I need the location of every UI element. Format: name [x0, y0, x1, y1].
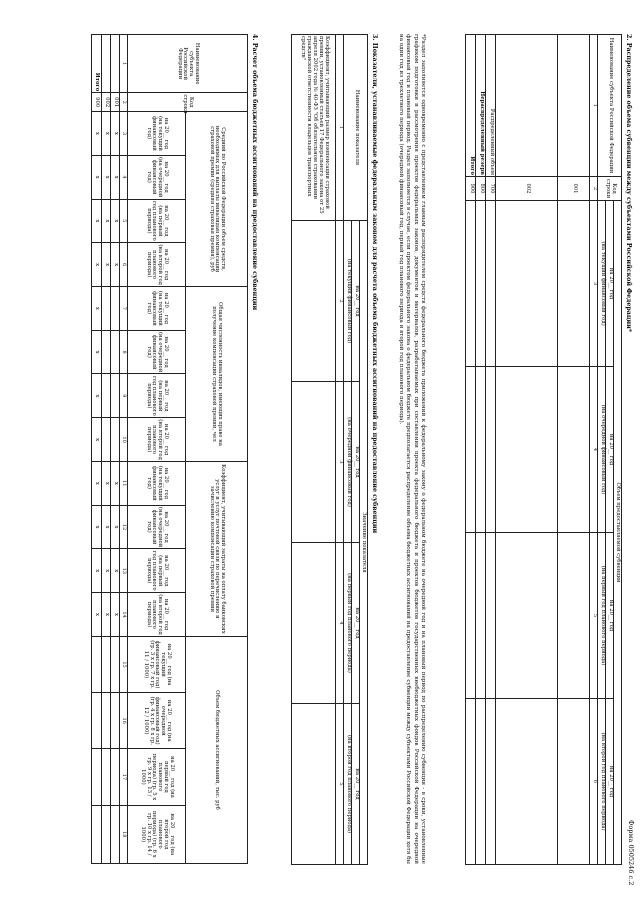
s4-colnum: 6 — [120, 243, 128, 287]
section2-title: 2. Распределение объема субвенции между субъектами Российской Федерации* — [625, 34, 632, 333]
s4-colnum: 18 — [120, 805, 128, 863]
s4-cell-mark: х — [92, 374, 102, 418]
s4-colnum: 4 — [120, 155, 128, 199]
s3-head-name: Наименование показателя — [344, 35, 368, 221]
s4-cell-mark: х — [111, 505, 120, 549]
s4-cell — [111, 35, 120, 93]
s2-head-y-plan1-sub: (на первый год планового периода) — [598, 533, 606, 699]
table-row — [92, 35, 102, 864]
s4-row-code: 002 — [102, 93, 111, 112]
s4-cell-mark: х — [102, 243, 111, 287]
s4-cell — [102, 418, 111, 462]
s4-colnum: 13 — [120, 549, 128, 593]
s2-row-code: 001 — [558, 177, 590, 201]
s4-head-yc: на 20__ год (на текущий финансовый год) — [128, 112, 186, 156]
s4-head-yc: на 20__ год (на текущий финансовый год) — [128, 287, 186, 331]
s2-head-subject: Наименование субъекта Российской Федерации — [598, 35, 622, 177]
s4-cell-mark: х — [92, 549, 102, 593]
s4-cell — [111, 805, 120, 863]
s3-colnum: 3 — [336, 382, 344, 543]
s3-head-y-plan2-sub: (на второй год планового периода) — [344, 704, 352, 865]
s4-cell-mark: х — [92, 593, 102, 637]
s4-cell — [102, 693, 111, 749]
s3-head-y-plan1: на 20__ год — [352, 543, 360, 704]
s4-colnum: 14 — [120, 593, 128, 637]
section3-title: 3. Показатели, устанавливаемые федеральным законом для расчета объема бюджетных ассигнований на предоставление субвенции — [371, 34, 378, 534]
s4-cell-mark: х — [102, 155, 111, 199]
s4-colnum-row — [120, 35, 128, 864]
s4-colnum: 17 — [120, 749, 128, 805]
s4-head-y2: на 20__ год (на второй год планового периода) — [128, 593, 186, 637]
s4-cell-mark: х — [92, 505, 102, 549]
s4-colnum: 9 — [120, 374, 128, 418]
s2-colnum: 3 — [590, 201, 598, 367]
s4-head-y2: на 20__ год (на второй год планового периода) — [128, 418, 186, 462]
s2-head-y-current-sub: (на текущий финансовый год) — [598, 201, 606, 367]
s4-cell — [111, 693, 120, 749]
s4-cell — [102, 287, 111, 331]
s3-head-y-plan2: на 20__ год — [352, 704, 360, 865]
s4-cell-mark: х — [111, 199, 120, 243]
s2-summary-code: 900 — [466, 177, 476, 201]
s4-colnum: 5 — [120, 199, 128, 243]
s2-head-volume: Объем предоставляемой субвенции — [614, 201, 622, 865]
s4-cell — [111, 636, 120, 692]
s2-head-y-current: на 20__ год — [606, 201, 614, 367]
table-row — [486, 35, 496, 865]
s4-cell-mark: х — [111, 593, 120, 637]
form-code: Форма 0505246 с.2 — [627, 820, 635, 886]
section3-table — [291, 34, 368, 865]
s3-head-y-next-sub: (на очередной финансовый год) — [344, 382, 352, 543]
s4-cell-mark: х — [92, 112, 102, 156]
s4-head-y1: на 20__ год (на первый год планового периода) — [128, 549, 186, 593]
s3-row-label: Коэффициент, учитывающий размер компенсации страховой премии, установленный статьей 17 Федерального закона от 25 апреля 2002 года № 40-ФЗ "Об обязательном страховании гражданской ответственности владельцев транспортных средств" — [292, 35, 336, 221]
s4-head-code: Код строки — [128, 93, 248, 112]
s4-head-formula-n: на 20__ год (на очередной финансовый год) (гр. 4 x гр. 8 x гр. 12 / 1000) — [128, 693, 186, 749]
s4-head-y1: на 20__ год (на первый год планового периода) — [128, 199, 186, 243]
s3-head-y-current-sub: (на текущий финансовый год) — [344, 221, 352, 382]
s4-colnum: 7 — [120, 287, 128, 331]
s3-head-y-next: на 20__ год — [352, 382, 360, 543]
s4-cell-mark: х — [111, 155, 120, 199]
s2-summary-label: Распределенный объем — [486, 35, 496, 177]
s4-head-subject: Наименование субъекта Российской Федерации — [128, 35, 248, 93]
s2-head-y-plan2-sub: (на второй год планового периода) — [598, 699, 606, 865]
footnote: *Раздел заполняется одновременно с представлением главным распорядителем средств федерального бюджета приложений к федеральному закону о федеральном бюджете на очередной год и на плановый период по распределению субвенции - в сроки, установленные графиком подготовки и рассмотрения проектов федеральных законов, документов и материалов, разрабатываемых при составлении проекта федерального бюджета и проектов бюджетов государственных внебюджетных фондов Российской Федерации на очередной финансовый год и плановый период. Раздел заполняется в случае, если проектом федерального закона о федеральном бюджете предполагается распределение объема бюджетных ассигнований на предоставление субвенции между субъектами Российской Федерации хотя бы на один год из трехлетнего периода (очередной финансовый год, первый год планового периода и второй год планового периода). — [398, 34, 426, 864]
s3-colnum: 4 — [336, 543, 344, 704]
s4-cell — [92, 749, 102, 805]
s4-cell — [102, 374, 111, 418]
table-row — [496, 35, 558, 865]
s4-colnum: 16 — [120, 693, 128, 749]
s2-head-y-plan2: на 20__ год — [606, 699, 614, 865]
s4-head-formula-1: на 20__ год (на первый год планового периода) (гр. 5 x гр. 9 x гр. 13 / 1000) — [128, 749, 186, 805]
s4-cell — [111, 330, 120, 374]
section4-title: 4. Расчет объема бюджетных ассигнований на предоставление субвенции — [251, 34, 258, 311]
s2-summary-label: Итого — [466, 35, 476, 177]
s2-colnum: 5 — [590, 533, 598, 699]
s4-colnum: 11 — [120, 461, 128, 505]
s4-cell — [111, 374, 120, 418]
s4-cell-mark: х — [102, 112, 111, 156]
s2-summary-code: 800 — [476, 177, 486, 201]
s4-cell-mark: х — [102, 505, 111, 549]
s4-cell — [111, 287, 120, 331]
s4-row-code: 001 — [111, 93, 120, 112]
s4-cell-mark: х — [111, 112, 120, 156]
s4-cell-mark: х — [102, 593, 111, 637]
table-row — [466, 35, 476, 865]
s4-head-yn: на 20__ год (на очередной финансовый год) — [128, 505, 186, 549]
s4-colnum: 2 — [120, 93, 128, 112]
s4-head-yc: на 20__ год (на текущий финансовый год) — [128, 461, 186, 505]
s4-cell-mark: х — [102, 549, 111, 593]
s4-cell — [111, 749, 120, 805]
s4-cell-mark: х — [111, 243, 120, 287]
s4-cell-mark: х — [92, 330, 102, 374]
s4-head-g2: Общая численность инвалидов, имеющих право на получение компенсации страховой премии, чел — [186, 287, 248, 462]
s4-cell-mark: х — [111, 461, 120, 505]
s4-head-yn: на 20__ год (на очередной финансовый год) — [128, 330, 186, 374]
s4-head-y1: на 20__ год (на первый год планового периода) — [128, 374, 186, 418]
table-row — [292, 35, 336, 865]
s4-cell-mark: х — [92, 418, 102, 462]
s2-colnum: 1 — [590, 35, 598, 177]
s4-colnum: 10 — [120, 418, 128, 462]
s2-head-code: Код строки — [598, 177, 622, 201]
s4-cell — [102, 749, 111, 805]
s4-cell-mark: х — [92, 287, 102, 331]
s4-colnum: 8 — [120, 330, 128, 374]
s4-cell — [102, 805, 111, 863]
s4-cell-mark: х — [92, 243, 102, 287]
s2-head-y-plan1: на 20__ год — [606, 533, 614, 699]
s2-colnum: 6 — [590, 699, 598, 865]
s4-head-g3: Коэффициент, учитывающий затраты на оплату банковских услуг и услуг почтовой связи по перечислению и зачислению компенсации страховой премии — [186, 461, 248, 636]
s4-cell — [102, 35, 111, 93]
table-row — [111, 35, 120, 864]
s2-row-code: 002 — [496, 177, 558, 201]
s4-total-label: Итого — [92, 35, 102, 93]
s4-cell-mark: х — [92, 155, 102, 199]
table-row — [102, 35, 111, 864]
s4-head-formula-2: на 20__ год (на второй год планового периода) (гр. 6 x гр. 10 x гр. 14 / 1000) — [128, 805, 186, 863]
s4-head-y2: на 20__ год (на второй год планового периода) — [128, 243, 186, 287]
s3-head-y-plan1-sub: (на первый год планового периода) — [344, 543, 352, 704]
s2-head-y-next-sub: (на очередной финансовый год) — [598, 367, 606, 533]
s3-colnum: 1 — [336, 35, 344, 221]
s3-colnum: 2 — [336, 221, 344, 382]
s4-cell-mark: х — [102, 461, 111, 505]
s4-cell — [102, 330, 111, 374]
s3-head-values: Значение показателя — [360, 221, 368, 865]
s4-colnum: 15 — [120, 636, 128, 692]
s2-summary-code: 700 — [486, 177, 496, 201]
table-row — [476, 35, 486, 865]
s4-total-code: 900 — [92, 93, 102, 112]
s4-cell-mark: х — [111, 549, 120, 593]
s4-head-g4: Объем бюджетных ассигнований, тыс. руб — [186, 636, 248, 863]
s2-colnum: 4 — [590, 367, 598, 533]
s4-head-g1: Средний по Российской Федерации объем средств, необходимых для выплаты инвалидам компенсации страховой премии (средняя страховая премия), руб — [186, 112, 248, 287]
section4-table — [91, 34, 248, 864]
s4-cell-mark: х — [92, 199, 102, 243]
section2-table — [465, 34, 622, 865]
s3-colnum: 5 — [336, 704, 344, 865]
s4-colnum: 3 — [120, 112, 128, 156]
s4-cell-mark: х — [92, 461, 102, 505]
s4-colnum: 1 — [120, 35, 128, 93]
s3-head-y-current: на 20__ год — [352, 221, 360, 382]
s4-cell — [102, 636, 111, 692]
s2-colnum: 2 — [590, 177, 598, 201]
s4-colnum: 12 — [120, 505, 128, 549]
s4-cell — [92, 636, 102, 692]
s2-head-y-next: на 20__ год — [606, 367, 614, 533]
s4-head-yn: на 20__ год (на очередной финансовый год) — [128, 155, 186, 199]
s4-cell-mark: х — [102, 199, 111, 243]
s2-summary-label: Нераспределенный резерв — [476, 35, 486, 177]
s4-cell — [92, 693, 102, 749]
s4-cell — [111, 418, 120, 462]
s4-head-formula-c: на 20__ год (на текущий финансовый год) (гр. 3 x гр. 7 x гр. 11 / 1000) — [128, 636, 186, 692]
table-row — [558, 35, 590, 865]
s4-cell — [92, 805, 102, 863]
